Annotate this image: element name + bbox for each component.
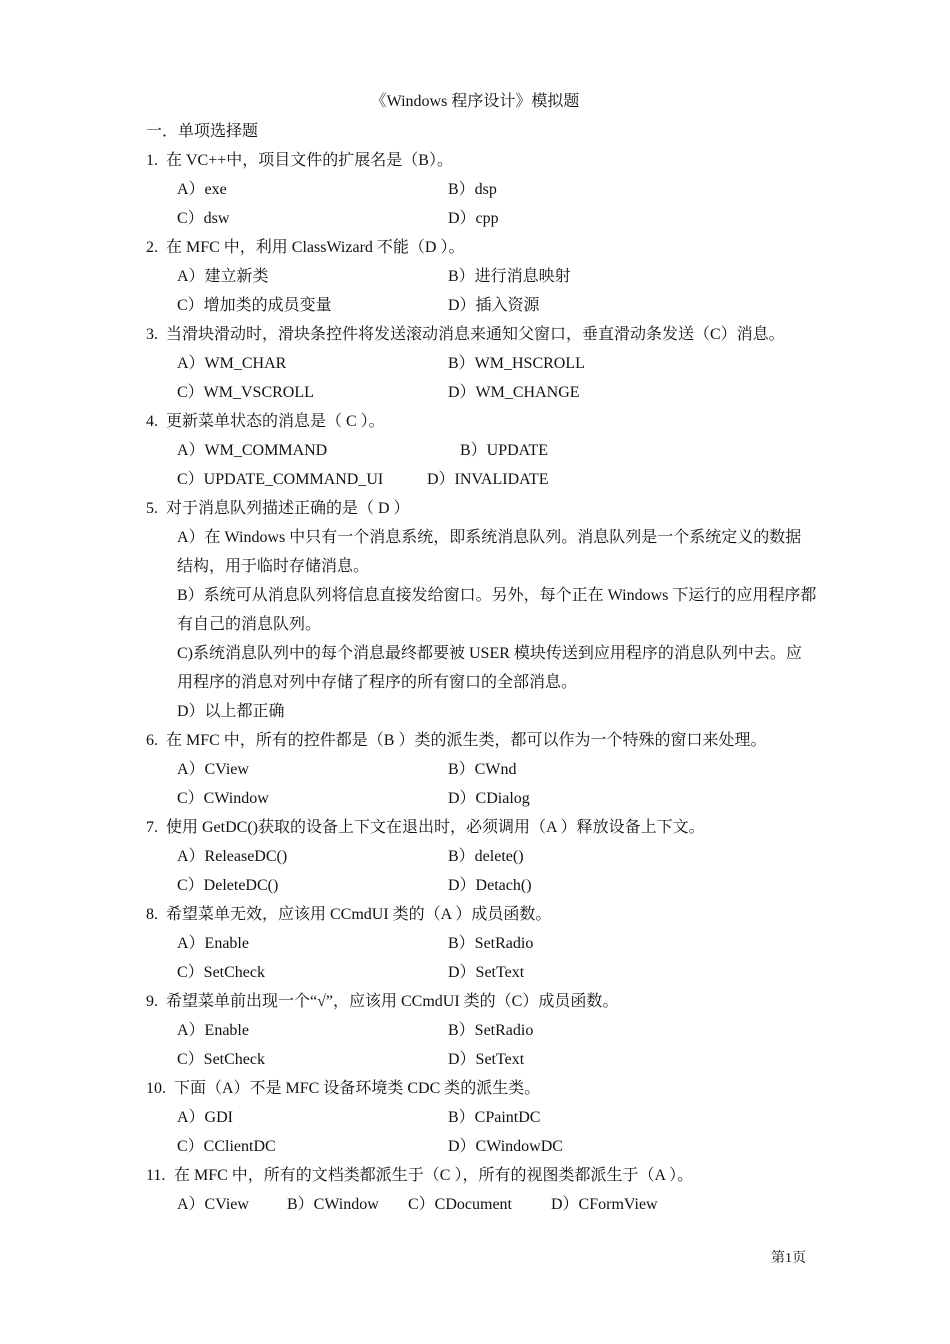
question-text: 在 MFC 中，所有的文档类都派生于（C ），所有的视图类都派生于（A ）。	[174, 1167, 694, 1184]
question-line	[0, 987, 950, 1016]
option: C）WM_VSCROLL	[177, 384, 314, 401]
question-text: 使用 GetDC()获取的设备上下文在退出时，必须调用（A ）释放设备上下文。	[166, 819, 705, 836]
option: D）以上都正确	[177, 703, 285, 720]
option: A）GDI	[177, 1109, 233, 1126]
question-number: 11.	[146, 1167, 166, 1184]
question-text: 在 MFC 中，利用 ClassWizard 不能（D ）。	[166, 239, 465, 256]
question-number: 8.	[146, 906, 158, 923]
option: D）插入资源	[448, 297, 540, 314]
question-item	[0, 813, 950, 900]
question-item	[0, 146, 950, 233]
options-row	[0, 929, 950, 958]
option: B）SetRadio	[448, 1022, 534, 1039]
question-item	[0, 1074, 950, 1161]
option: A）WM_COMMAND	[177, 442, 328, 459]
option: D）SetText	[448, 964, 525, 981]
option: B）SetRadio	[448, 935, 534, 952]
option: A）Enable	[177, 935, 249, 952]
question-text: 更新菜单状态的消息是（ C ）。	[166, 413, 385, 430]
question-item	[0, 407, 950, 494]
question-line	[0, 494, 950, 523]
question-item	[0, 494, 950, 726]
option: B）WM_HSCROLL	[448, 355, 585, 372]
question-number: 9.	[146, 993, 158, 1010]
options-row	[0, 755, 950, 784]
question-text: 在 MFC 中，所有的控件都是（B ）类的派生类，都可以作为一个特殊的窗口来处理。	[166, 732, 767, 749]
question-line	[0, 813, 950, 842]
question-line	[0, 726, 950, 755]
question-line	[0, 407, 950, 436]
option: B）CWnd	[448, 761, 517, 778]
option: A）在 Windows 中只有一个消息系统，即系统消息队列。消息队列是一个系统定义的数据结构，用于临时存储消息。	[177, 529, 802, 575]
options-row	[0, 1045, 950, 1074]
option: C)系统消息队列中的每个消息最终都要被 USER 模块传送到应用程序的消息队列中去。应用程序的消息对列中存储了程序的所有窗口的全部消息。	[177, 645, 802, 691]
option: D）cpp	[448, 210, 499, 227]
page-number: 第1页	[771, 1251, 806, 1266]
question-line	[0, 146, 950, 175]
options-row	[0, 436, 950, 465]
option: D）SetText	[448, 1051, 525, 1068]
question-item	[0, 320, 950, 407]
question-item	[0, 233, 950, 320]
question-number: 5.	[146, 500, 158, 517]
option: D）CFormView	[551, 1196, 658, 1213]
option: D）Detach()	[448, 877, 532, 894]
document-title: 《Windows 程序设计》模拟题	[370, 93, 580, 110]
question-number: 10.	[146, 1080, 166, 1097]
question-text: 下面（A）不是 MFC 设备环境类 CDC 类的派生类。	[174, 1080, 541, 1097]
options-row	[0, 784, 950, 813]
option: C）CWindow	[177, 790, 269, 807]
option: B）UPDATE	[460, 442, 549, 459]
option: B）delete()	[448, 848, 524, 865]
option: A）CView	[177, 761, 249, 778]
question-text: 当滑块滑动时，滑块条控件将发送滚动消息来通知父窗口，垂直滑动条发送（C）消息。	[166, 326, 785, 343]
option: A）ReleaseDC()	[177, 848, 288, 865]
options-row	[0, 1190, 950, 1219]
option: C）CClientDC	[177, 1138, 276, 1155]
question-line	[0, 900, 950, 929]
options-row	[0, 958, 950, 987]
option: A）exe	[177, 181, 227, 198]
option: A）CView	[177, 1196, 249, 1213]
question-line	[0, 1161, 950, 1190]
question-item	[0, 1161, 950, 1219]
options-row	[0, 1103, 950, 1132]
option: C）CDocument	[408, 1196, 512, 1213]
question-number: 3.	[146, 326, 158, 343]
option: B）dsp	[448, 181, 497, 198]
option: C）增加类的成员变量	[177, 297, 332, 314]
question-line	[0, 233, 950, 262]
option: D）CWindowDC	[448, 1138, 563, 1155]
question-text: 希望菜单前出现一个“√”，应该用 CCmdUI 类的（C）成员函数。	[166, 993, 619, 1010]
options-row	[0, 465, 950, 494]
option: B）系统可从消息队列将信息直接发给窗口。另外，每个正在 Windows 下运行的应用程序都有自己的消息队列。	[177, 587, 817, 633]
question-text: 在 VC++中，项目文件的扩展名是（B）。	[166, 152, 453, 169]
options-row	[0, 842, 950, 871]
question-list	[0, 146, 950, 1219]
option: D）INVALIDATE	[427, 471, 549, 488]
option: C）dsw	[177, 210, 230, 227]
option: A）建立新类	[177, 268, 269, 285]
question-number: 1.	[146, 152, 158, 169]
option: C）SetCheck	[177, 1051, 265, 1068]
question-item	[0, 726, 950, 813]
question-number: 6.	[146, 732, 158, 749]
section-heading: 一．单项选择题	[146, 123, 259, 140]
options-row	[0, 349, 950, 378]
question-item	[0, 987, 950, 1074]
option: B）进行消息映射	[448, 268, 571, 285]
question-item	[0, 900, 950, 987]
options-row	[0, 204, 950, 233]
options-row	[0, 1016, 950, 1045]
question-number: 2.	[146, 239, 158, 256]
option: C）DeleteDC()	[177, 877, 279, 894]
options-row	[0, 378, 950, 407]
option: D）WM_CHANGE	[448, 384, 580, 401]
question-text: 对于消息队列描述正确的是（ D ）	[166, 500, 410, 517]
option: A）Enable	[177, 1022, 249, 1039]
option: C）UPDATE_COMMAND_UI	[177, 471, 384, 488]
question-line	[0, 1074, 950, 1103]
question-text: 希望菜单无效，应该用 CCmdUI 类的（A ）成员函数。	[166, 906, 552, 923]
question-line	[0, 320, 950, 349]
option: D）CDialog	[448, 790, 530, 807]
options-row	[0, 1132, 950, 1161]
question-number: 4.	[146, 413, 158, 430]
options-row	[0, 175, 950, 204]
option: B）CWindow	[287, 1196, 379, 1213]
option: A）WM_CHAR	[177, 355, 287, 372]
options-row	[0, 871, 950, 900]
option: C）SetCheck	[177, 964, 265, 981]
options-row	[0, 262, 950, 291]
options-row	[0, 291, 950, 320]
option: B）CPaintDC	[448, 1109, 541, 1126]
question-number: 7.	[146, 819, 158, 836]
